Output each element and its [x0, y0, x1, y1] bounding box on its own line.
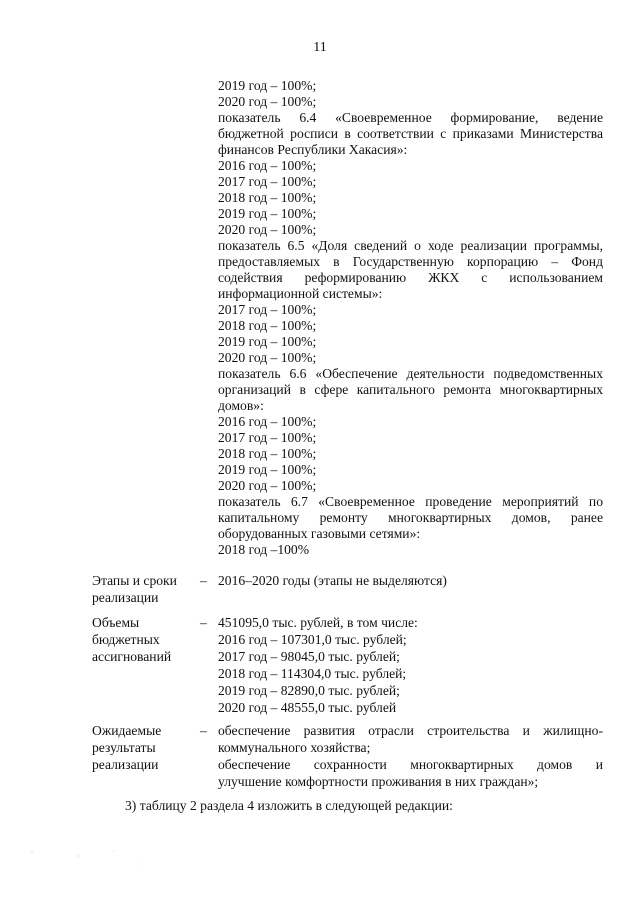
stages-dash: –: [200, 573, 207, 588]
budget-dash: –: [200, 615, 207, 630]
indicator-heading: показатель 6.4 «Своевременное формирование, ведение бюджетной росписи в соответствии с приказами Министерства финансов Республики Хакасия»:: [218, 110, 603, 157]
indicator-year-value: 2020 год – 100%;: [218, 222, 317, 237]
indicator-year-value: 2019 год – 100%;: [218, 78, 317, 93]
indicator-year-value: 2017 год – 100%;: [218, 302, 317, 317]
budget-year-line: 2016 год – 107301,0 тыс. рублей;: [218, 632, 407, 647]
indicator-year-value: 2017 год – 100%;: [218, 174, 317, 189]
indicator-year-value: 2018 год – 100%;: [218, 190, 317, 205]
indicator-year-value: 2018 год – 100%;: [218, 318, 317, 333]
indicator-year-value: 2019 год – 100%;: [218, 334, 317, 349]
indicator-year-value: 2020 год – 100%;: [218, 94, 317, 109]
budget-value: [218, 614, 603, 716]
page-number: 11: [313, 40, 327, 55]
budget-label: Объемы бюджетных ассигнований: [92, 615, 172, 664]
indicator-year-value: 2016 год – 100%;: [218, 414, 317, 429]
results-paragraph-2-rest: улучшение комфортности проживания в них граждан»;: [218, 774, 539, 789]
indicator-year-value: 2016 год – 100%;: [218, 158, 317, 173]
budget-year-line: 2017 год – 98045,0 тыс. рублей;: [218, 649, 400, 664]
amendment-instruction: 3) таблицу 2 раздела 4 изложить в следующей редакции:: [125, 798, 453, 813]
results-value: [218, 722, 603, 790]
indicator-year-value: 2018 год – 100%;: [218, 446, 317, 461]
budget-total-line: 451095,0 тыс. рублей, в том числе:: [218, 615, 418, 630]
stages-label: Этапы и сроки реализации: [92, 573, 177, 605]
stages-value: [218, 572, 603, 589]
results-paragraph-2-first: обеспечение сохранности многоквартирных домов и: [218, 757, 603, 772]
scan-specks: [20, 842, 180, 882]
indicator-year-value: 2018 год –100%: [218, 542, 310, 557]
indicator-heading: показатель 6.5 «Доля сведений о ходе реализации программы, предоставляемых в Государственную корпорацию – Фонд содействия реформированию ЖКХ с использованием информационной системы»:: [218, 238, 603, 301]
stages-value-line: 2016–2020 годы (этапы не выделяются): [218, 573, 447, 588]
indicator-heading: показатель 6.7 «Своевременное проведение мероприятий по капитальному ремонту многоквартирных домов, ранее оборудованных газовыми сетями»:: [218, 494, 603, 541]
indicator-year-value: 2019 год – 100%;: [218, 462, 317, 477]
budget-year-line: 2019 год – 82890,0 тыс. рублей;: [218, 683, 400, 698]
indicator-year-value: 2019 год – 100%;: [218, 206, 317, 221]
results-paragraph-1: обеспечение развития отрасли строительства и жилищно-коммунального хозяйства;: [218, 723, 603, 755]
program-indicators-text: [218, 78, 603, 558]
indicator-year-value: 2017 год – 100%;: [218, 430, 317, 445]
budget-year-line: 2020 год – 48555,0 тыс. рублей: [218, 700, 397, 715]
results-label: Ожидаемые результаты реализации: [92, 723, 162, 772]
indicator-year-value: 2020 год – 100%;: [218, 478, 317, 493]
budget-year-line: 2018 год – 114304,0 тыс. рублей;: [218, 666, 407, 681]
results-dash: –: [200, 723, 207, 738]
indicator-heading: показатель 6.6 «Обеспечение деятельности подведомственных организаций в сфере капитального ремонта многоквартирных домов»:: [218, 366, 603, 413]
indicator-year-value: 2020 год – 100%;: [218, 350, 317, 365]
